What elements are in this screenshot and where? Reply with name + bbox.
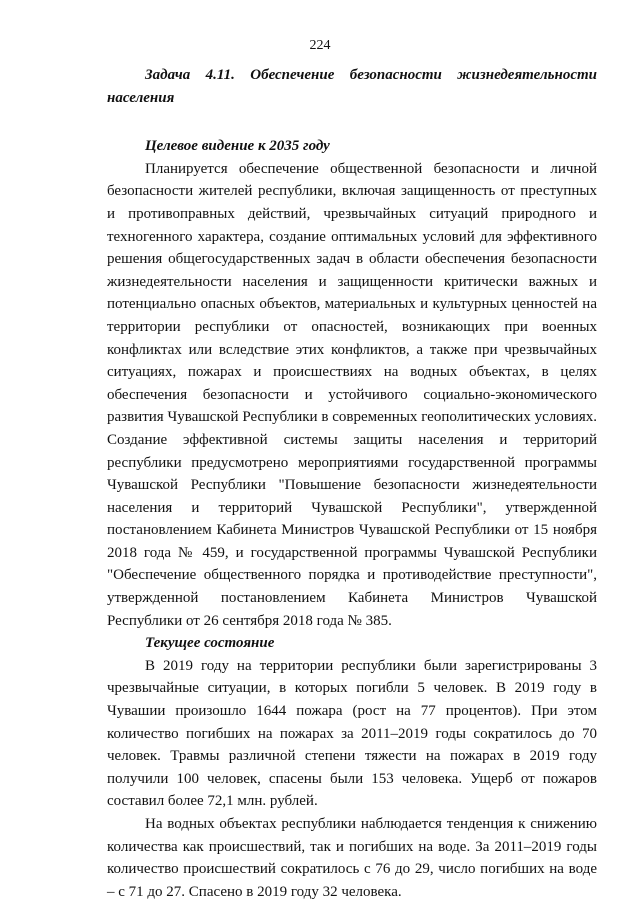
document-body (107, 64, 597, 903)
target-vision-paragraph: Планируется обеспечение общественной безопасности и личной безопасности жителей республики, включая защищенность от преступных и противоправных действий, чрезвычайных ситуаций природного и техногенного характера, создание оптимальных условий для эффективного решения общегосударственных задач в области обеспечения безопасности жизнедеятельности населения и защищенности критически важных и потенциально опасных объектов, материальных и культурных ценностей на территории республики от опасностей, возникающих при военных конфликтах или вследствие этих конфликтов, а также при чрезвычайных ситуациях, пожарах и происшествиях на водных объектах, в целях обеспечения безопасности и устойчивого социально-экономического развития Чувашской Республики в современных геополитических условиях. Создание эффективной системы защиты населения и территорий республики предусмотрено мероприятиями государственной программы Чувашской Республики "Повышение безопасности жизнедеятельности населения и территорий Чувашской Республики", утвержденной постановлением Кабинета Министров Чувашской Республики от 15 ноября 2018 года № 459, и государственной программы Чувашской Республики "Обеспечение общественного порядка и противодействие преступности", утвержденной постановлением Кабинета Министров Чувашской Республики от 26 сентября 2018 года № 385. (107, 160, 597, 629)
current-state-paragraph-fires: В 2019 году на территории республики были зарегистрированы 3 чрезвычайные ситуации, в которых погибли 5 человек. В 2019 году в Чувашии произошло 1644 пожара (рост на 77 процентов). При этом количество погибших на пожарах за 2011–2019 годы сократилось до 70 человек. Травмы различной степени тяжести на пожарах в 2019 году получили 100 человек, спасены были 153 человека. Ущерб от пожаров составил более 72,1 млн. рублей. (107, 657, 597, 810)
current-state-paragraph-water: На водных объектах республики наблюдается тенденция к снижению количества как происшествий, так и погибших на воде. За 2011–2019 годы количество происшествий сократилось с 76 до 29, число погибших на воде – с 71 до 27. Спасено в 2019 году 32 человека. (107, 816, 597, 900)
section-spacer (107, 109, 597, 135)
task-title: Задача 4.11. Обеспечение безопасности жизнедеятельности населения (107, 67, 597, 106)
page-number: 224 (309, 38, 331, 53)
current-state-heading: Текущее состояние (145, 635, 275, 652)
target-vision-heading: Целевое видение к 2035 году (145, 138, 330, 155)
